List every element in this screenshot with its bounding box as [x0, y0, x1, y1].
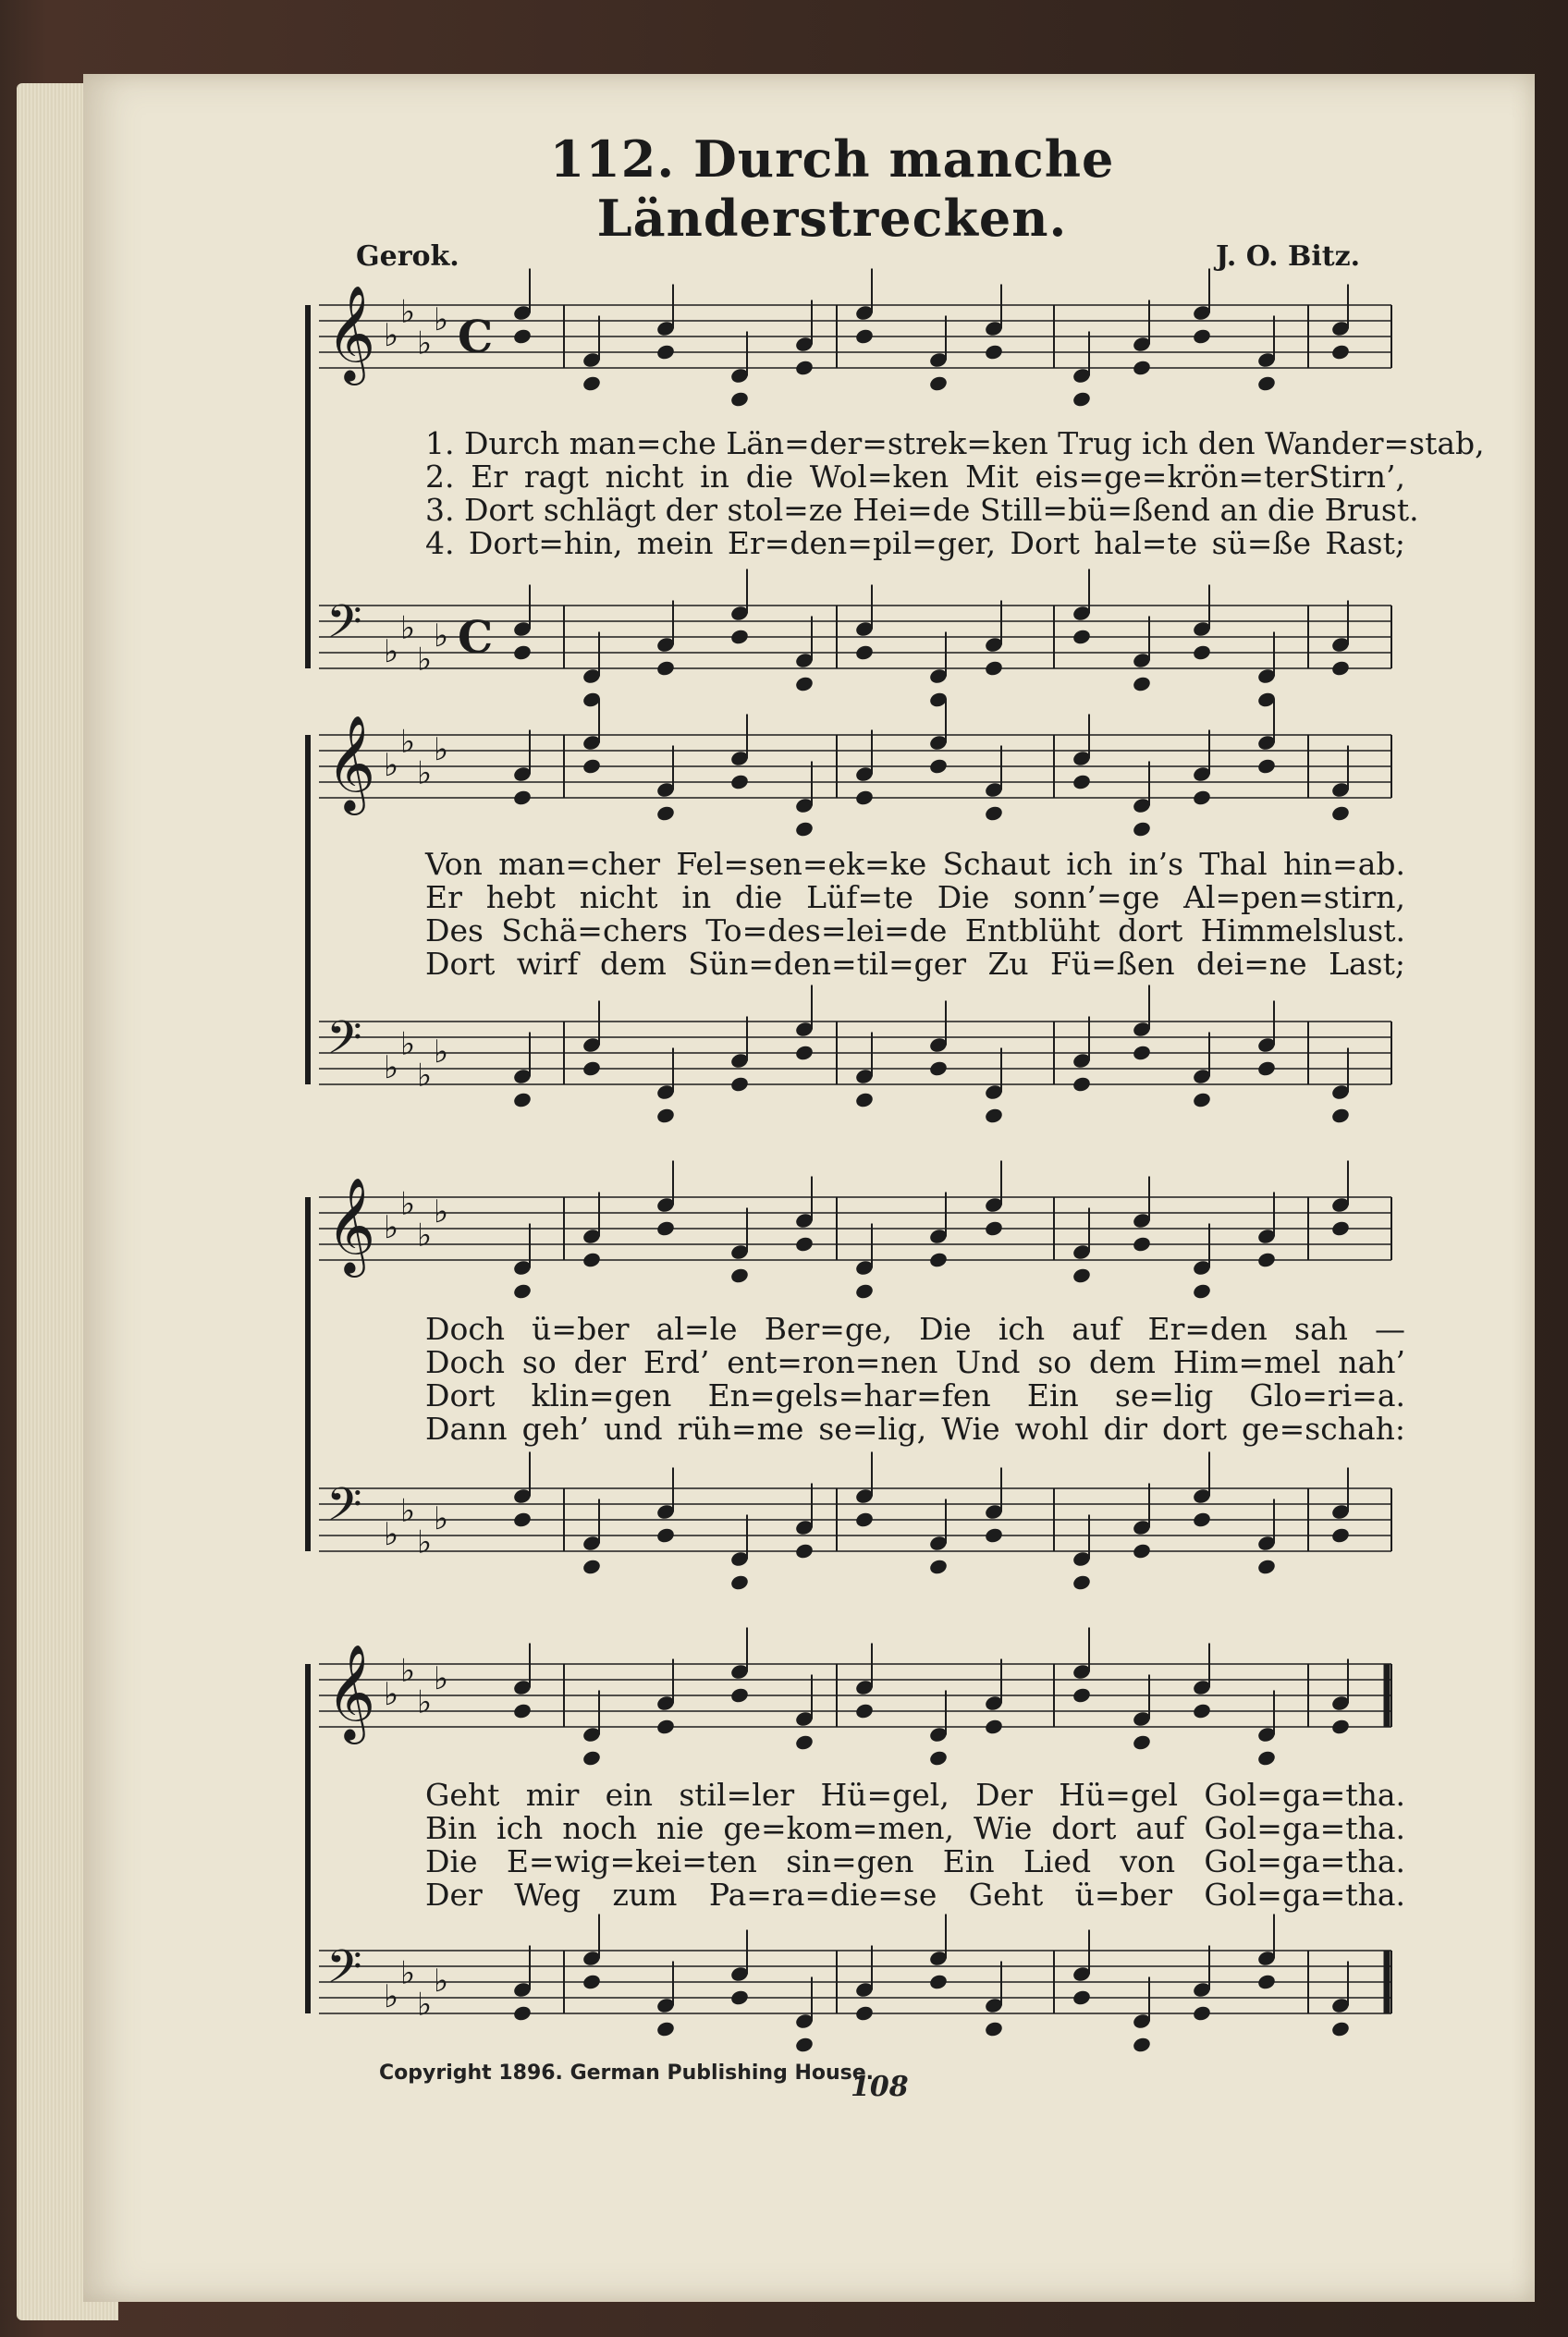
lyric-line: Dort klin=gen En=gels=har=fen Ein se=lig Glo=ri=a.: [425, 1377, 1405, 1413]
note-head: [854, 643, 875, 661]
note-head: [729, 1075, 750, 1093]
note-head: [794, 1542, 815, 1560]
flat-sign: ♭: [400, 609, 416, 647]
note-head: [582, 1059, 602, 1077]
note-head: [928, 1059, 949, 1077]
note-head: [582, 1251, 602, 1268]
treble-clef: 𝄞: [326, 1177, 376, 1275]
flat-sign: ♭: [384, 633, 399, 670]
page-number: 108: [851, 2071, 909, 2103]
flat-sign: ♭: [417, 1683, 433, 1721]
note-head: [1132, 820, 1152, 838]
note-head: [512, 1091, 533, 1108]
lyric-line: Doch ü=ber al=le Ber=ge, Die ich auf Er=den sah —: [425, 1311, 1405, 1347]
note-head: [794, 359, 815, 376]
lyric-line: Des Schä=chers To=des=lei=de Entblüht dort Himmelslust.: [425, 912, 1405, 948]
note-head: [928, 1558, 949, 1575]
note-head: [1072, 390, 1092, 408]
note-head: [729, 1573, 750, 1591]
note-head: [1256, 1749, 1277, 1767]
note-head: [729, 1988, 750, 2006]
flat-sign: ♭: [400, 1652, 416, 1690]
flat-sign: ♭: [434, 301, 449, 338]
note-head: [512, 2004, 533, 2022]
note-head: [1256, 1059, 1277, 1077]
note-head: [984, 1219, 1004, 1237]
note-head: [655, 1526, 676, 1544]
note-head: [1256, 1558, 1277, 1575]
note-head: [1192, 789, 1212, 806]
composer: J. O. Bitz.: [1216, 240, 1361, 273]
lyric-line: 2. Er ragt nicht in die Wol=ken Mit eis=ge=krön=terStirn’,: [425, 459, 1405, 495]
note-head: [1132, 359, 1152, 376]
lyric-line: 1. Durch man=che Län=der=strek=ken Trug ich den Wander=stab,: [425, 425, 1485, 461]
note-head: [1330, 804, 1351, 822]
note-head: [854, 1282, 875, 1300]
flat-sign: ♭: [400, 1185, 416, 1223]
lyric-line: 4. Dort=hin, mein Er=den=pil=ger, Dort hal=te sü=ße Rast;: [425, 525, 1405, 561]
note-head: [582, 1973, 602, 1990]
note-head: [1072, 773, 1092, 790]
lyric-line: Doch so der Erd’ ent=ron=nen Und so dem Him=mel nah’: [425, 1344, 1405, 1380]
treble-clef: 𝄞: [326, 715, 376, 813]
note-head: [1132, 1542, 1152, 1560]
flat-sign: ♭: [417, 641, 433, 679]
flat-sign: ♭: [434, 1660, 449, 1697]
note-head: [928, 1251, 949, 1268]
lyric-line: Von man=cher Fel=sen=ek=ke Schaut ich in’s Thal hin=ab.: [425, 846, 1405, 882]
note-head: [1132, 1235, 1152, 1253]
copyright-notice: Copyright 1896. German Publishing House.: [379, 2062, 875, 2085]
note-head: [729, 390, 750, 408]
note-head: [729, 1686, 750, 1704]
note-head: [984, 1526, 1004, 1544]
bass-clef: 𝄢: [326, 595, 362, 661]
note-head: [984, 343, 1004, 361]
note-head: [512, 327, 533, 345]
note-head: [512, 789, 533, 806]
lyricist: Gerok.: [356, 240, 459, 273]
hymn-title: 112. Durch manche Länderstrecken.: [549, 129, 1115, 248]
treble-clef: 𝄞: [326, 1644, 376, 1742]
note-head: [1256, 1251, 1277, 1268]
flat-sign: ♭: [434, 1500, 449, 1537]
flat-sign: ♭: [384, 1209, 399, 1246]
note-head: [729, 628, 750, 645]
lyric-line: Der Weg zum Pa=ra=die=se Geht ü=ber Gol=ga=tha.: [425, 1877, 1405, 1913]
bass-clef: 𝄢: [326, 1940, 362, 2006]
note-head: [854, 327, 875, 345]
flat-sign: ♭: [384, 1978, 399, 2015]
note-head: [1330, 659, 1351, 677]
lyric-line: Bin ich noch nie ge=kom=men, Wie dort auf Gol=ga=tha.: [425, 1810, 1405, 1846]
note-head: [1192, 1511, 1212, 1528]
note-head: [729, 773, 750, 790]
note-head: [1192, 1702, 1212, 1719]
note-head: [512, 643, 533, 661]
note-head: [854, 1091, 875, 1108]
note-head: [655, 1219, 676, 1237]
note-head: [1072, 1686, 1092, 1704]
note-head: [1192, 327, 1212, 345]
flat-sign: ♭: [434, 1963, 449, 2000]
flat-sign: ♭: [384, 1516, 399, 1553]
note-head: [655, 659, 676, 677]
flat-sign: ♭: [417, 1217, 433, 1254]
note-head: [1072, 1988, 1092, 2006]
note-head: [582, 1558, 602, 1575]
note-head: [1192, 643, 1212, 661]
note-head: [984, 659, 1004, 677]
bass-clef: 𝄢: [326, 1011, 362, 1077]
note-head: [854, 1511, 875, 1528]
note-head: [1072, 1075, 1092, 1093]
flat-sign: ♭: [417, 1986, 433, 2024]
note-head: [928, 374, 949, 392]
note-head: [512, 1702, 533, 1719]
flat-sign: ♭: [417, 754, 433, 792]
note-head: [1330, 1526, 1351, 1544]
note-head: [794, 2036, 815, 2053]
lyric-line: Dann geh’ und rüh=me se=lig, Wie wohl dir dort ge=schah:: [425, 1411, 1405, 1447]
lyric-line: Die E=wig=kei=ten sin=gen Ein Lied von Gol=ga=tha.: [425, 1843, 1405, 1879]
note-head: [794, 675, 815, 692]
note-head: [582, 374, 602, 392]
flat-sign: ♭: [417, 324, 433, 362]
time-signature: C: [458, 612, 494, 664]
note-head: [984, 1718, 1004, 1735]
lyric-line: 3. Dort schlägt der stol=ze Hei=de Still=bü=ßend an die Brust.: [425, 492, 1419, 528]
note-head: [984, 804, 1004, 822]
flat-sign: ♭: [434, 618, 449, 655]
note-head: [1330, 1107, 1351, 1124]
flat-sign: ♭: [400, 723, 416, 761]
note-head: [1072, 1573, 1092, 1591]
flat-sign: ♭: [434, 1193, 449, 1230]
note-head: [1132, 1044, 1152, 1061]
note-head: [655, 1718, 676, 1735]
note-head: [854, 1702, 875, 1719]
note-head: [1192, 1282, 1212, 1300]
note-head: [1132, 675, 1152, 692]
note-head: [1072, 628, 1092, 645]
flat-sign: ♭: [384, 747, 399, 784]
flat-sign: ♭: [434, 731, 449, 768]
note-head: [729, 1266, 750, 1284]
flat-sign: ♭: [400, 293, 416, 331]
note-head: [655, 2020, 676, 2037]
note-head: [928, 1749, 949, 1767]
note-head: [1072, 1266, 1092, 1284]
flat-sign: ♭: [434, 1034, 449, 1071]
note-head: [1132, 1733, 1152, 1751]
note-head: [1330, 1219, 1351, 1237]
note-head: [984, 1107, 1004, 1124]
flat-sign: ♭: [384, 1676, 399, 1713]
note-head: [1256, 1973, 1277, 1990]
time-signature: C: [458, 312, 494, 363]
flat-sign: ♭: [400, 1492, 416, 1530]
flat-sign: ♭: [417, 1523, 433, 1561]
note-head: [794, 1733, 815, 1751]
flat-sign: ♭: [384, 317, 399, 354]
flat-sign: ♭: [384, 1049, 399, 1086]
note-head: [1132, 2036, 1152, 2053]
note-head: [582, 757, 602, 775]
note-head: [1256, 757, 1277, 775]
note-head: [984, 2020, 1004, 2037]
note-head: [794, 1235, 815, 1253]
note-head: [1192, 1091, 1212, 1108]
note-head: [655, 343, 676, 361]
note-head: [1192, 2004, 1212, 2022]
note-head: [794, 820, 815, 838]
flat-sign: ♭: [417, 1057, 433, 1095]
bass-clef: 𝄢: [326, 1478, 362, 1544]
note-head: [582, 1749, 602, 1767]
note-head: [1330, 1718, 1351, 1735]
note-head: [655, 804, 676, 822]
note-head: [928, 1973, 949, 1990]
treble-clef: 𝄞: [326, 285, 376, 383]
note-head: [794, 1044, 815, 1061]
note-head: [512, 1511, 533, 1528]
lyric-line: Dort wirf dem Sün=den=til=ger Zu Fü=ßen dei=ne Last;: [425, 946, 1405, 982]
note-head: [928, 757, 949, 775]
note-head: [854, 789, 875, 806]
note-head: [1330, 343, 1351, 361]
lyric-line: Er hebt nicht in die Lüf=te Die sonn’=ge Al=pen=stirn,: [425, 879, 1405, 915]
note-head: [854, 2004, 875, 2022]
flat-sign: ♭: [400, 1025, 416, 1063]
lyric-line: Geht mir ein stil=ler Hü=gel, Der Hü=gel Gol=ga=tha.: [425, 1777, 1405, 1813]
flat-sign: ♭: [400, 1954, 416, 1992]
note-head: [512, 1282, 533, 1300]
note-head: [1256, 374, 1277, 392]
note-head: [655, 1107, 676, 1124]
note-head: [1330, 2020, 1351, 2037]
